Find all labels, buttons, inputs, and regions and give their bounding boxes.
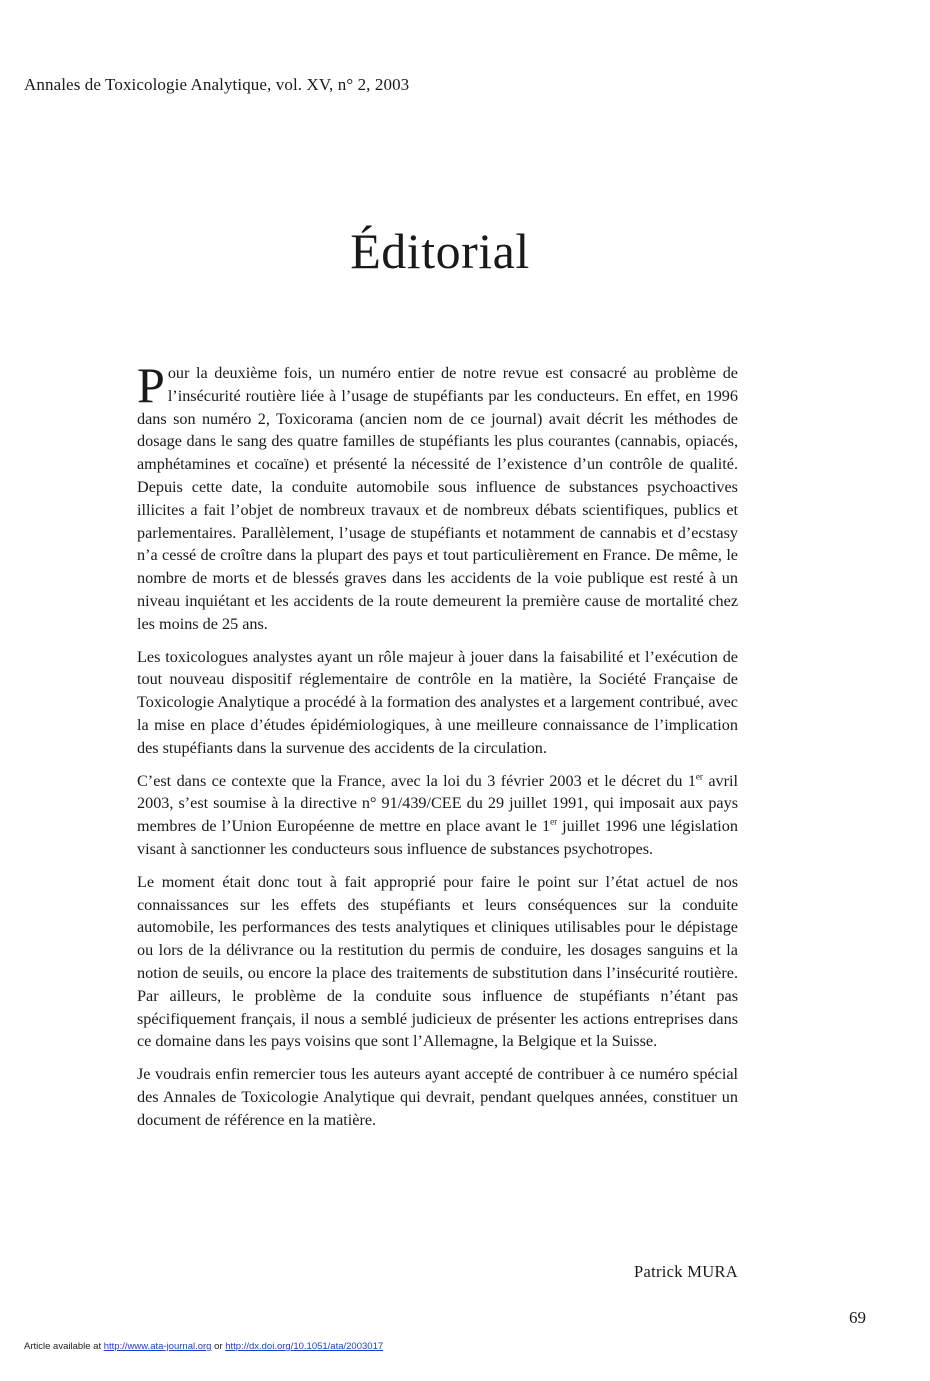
paragraph-4: Le moment était donc tout à fait approprié pour faire le point sur l’état actuel de nos connaissances sur les effets des stupéfiants et leurs conséquences sur la conduite automobile, les performances des tests analytiques et cliniques utilisables pour le dépistage ou lors de la délivrance ou la restitution du permis de conduire, les dosages sanguins et la notion de seuils, ou encore la place des traitements de substitution dans l’insécurité routière. Par ailleurs, le problème de la conduite sous influence de stupéfiants n’étant pas spécifiquement français, il nous a semblé judicieux de présenter les actions entreprises dans ce domaine dans les pays voisins que sont l’Allemagne, la Belgique et la Suisse. <box>137 872 738 1051</box>
paragraph-2: Les toxicologues analystes ayant un rôle majeur à jouer dans la faisabilité et l’exécution de tout nouveau dispositif réglementaire de contrôle en la matière, la Société Française de Toxicologie Analytique a procédé à la formation des analystes et a largement contribué, avec la mise en place d’études épidémiologiques, à une meilleure connaissance de l’implication des stupéfiants dans la survenue des accidents de la circulation. <box>137 647 738 757</box>
footer-or: or <box>211 1341 226 1352</box>
page-title: Éditorial <box>350 223 530 279</box>
journal-link[interactable]: http://www.ata-journal.org <box>103 1341 212 1352</box>
paragraph-3-part-2: avril 2003, s’est soumise à la directive n° 91/439/CEE du 29 juillet 1991, qui imposait aux pays membres de l’Union Européenne de mettre en place avant le 1 <box>137 771 738 836</box>
doi-link[interactable]: http://dx.doi.org/10.1051/ata/2003017 <box>225 1341 384 1352</box>
running-head: Annales de Toxicologie Analytique, vol. XV, n° 2, 2003 <box>24 75 410 94</box>
footer-availability-note <box>24 1341 383 1352</box>
paragraph-3 <box>137 770 738 861</box>
page-number: 69 <box>849 1308 866 1327</box>
footer-prefix: Article available at <box>24 1341 104 1352</box>
ordinal-superscript: er <box>695 771 703 782</box>
editorial-body <box>137 357 738 1142</box>
paragraph-5: Je voudrais enfin remercier tous les auteurs ayant accepté de contribuer à ce numéro spécial des Annales de Toxicologie Analytique qui devrait, pendant quelques années, constituer un document de référence en la matière. <box>137 1065 738 1129</box>
paragraph-3-part-1: C’est dans ce contexte que la France, avec la loi du 3 février 2003 et le décret du 1 <box>137 771 696 790</box>
ordinal-superscript: er <box>550 816 558 827</box>
paragraph-3-part-3: juillet 1996 une législation visant à sanctionner les conducteurs sous influence de substances psychotropes. <box>137 817 738 858</box>
author-signature: Patrick MURA <box>634 1262 738 1281</box>
paragraph-1: Pour la deuxième fois, un numéro entier de notre revue est consacré au problème de l’insécurité routière liée à l’usage de stupéfiants par les conducteurs. En effet, en 1996 dans son numéro 2, Toxicorama (ancien nom de ce journal) avait décrit les méthodes de dosage dans le sang des quatre familles de stupéfiants les plus courantes (cannabis, opiacés, amphétamines et cocaïne) et présenté la nécessité de l’existence d’un contrôle de qualité. Depuis cette date, la conduite automobile sous influence de substances psychoactives illicites a fait l’objet de nombreux travaux et de nombreux débats scientifiques, publics et parlementaires. Parallèlement, l’usage de stupéfiants et notamment de cannabis et d’ecstasy n’a cessé de croître dans la plupart des pays et tout particulièrement en France. De même, le nombre de morts et de blessés graves dans les accidents de la voie publique est resté à un niveau inquiétant et les accidents de la route demeurent la première cause de mortalité chez les moins de 25 ans. <box>137 357 738 633</box>
